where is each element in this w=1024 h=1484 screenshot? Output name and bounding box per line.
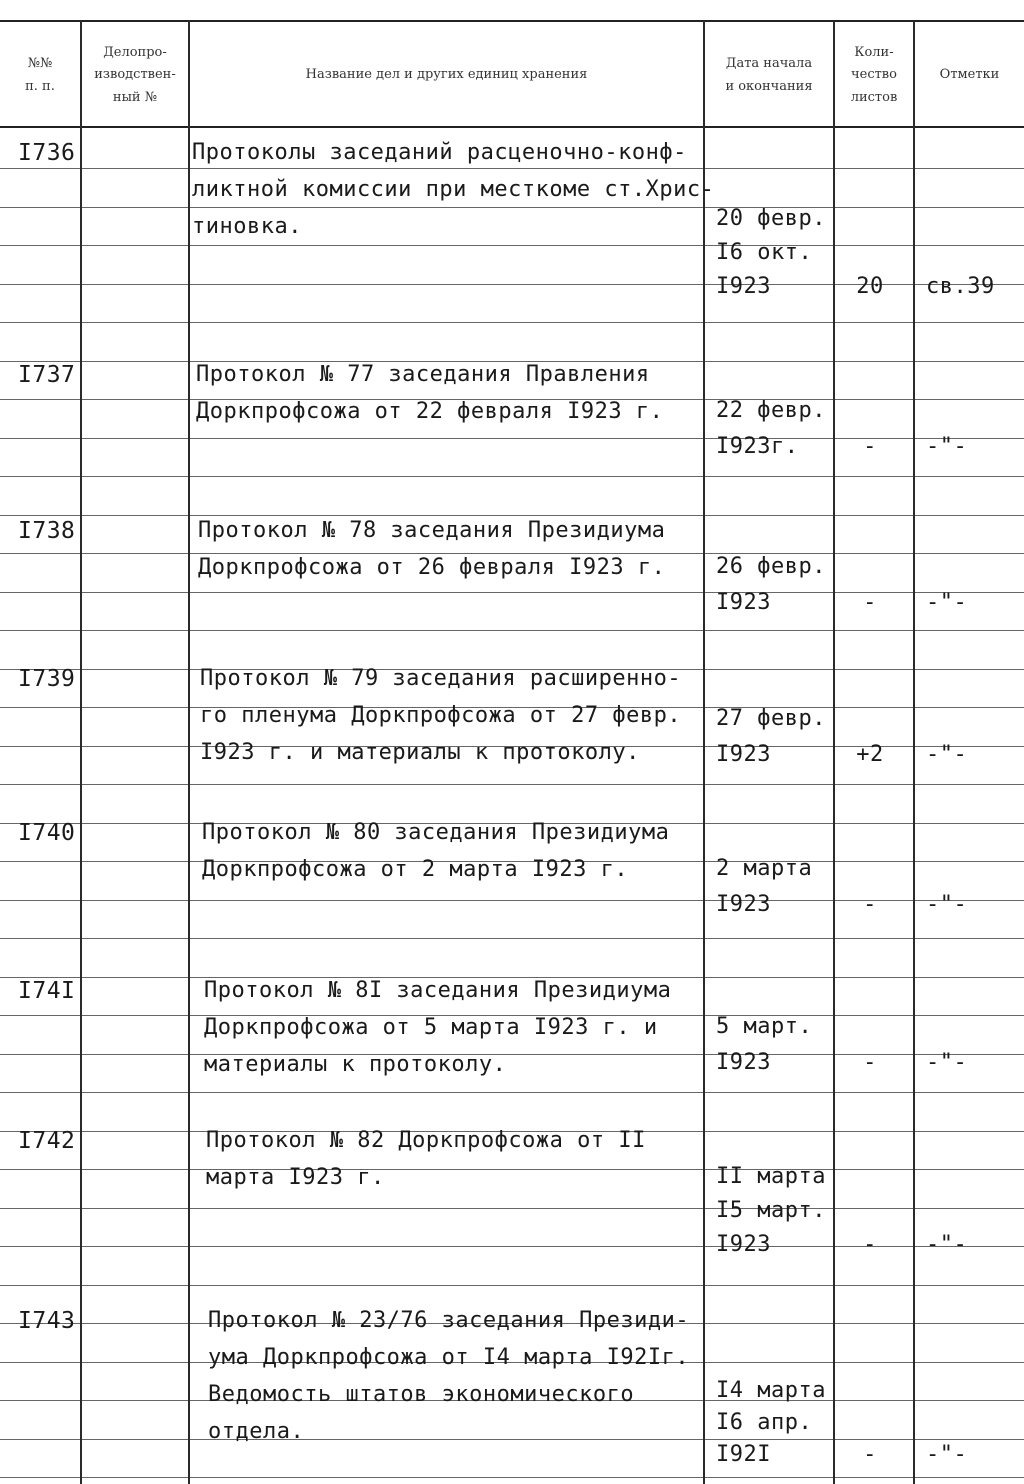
record-title-line: Доркпрофсожа от 5 марта I923 г. и <box>204 1015 658 1040</box>
record-sheet-count: - <box>863 892 877 917</box>
record-title-line: Протокол № 82 Доркпрофсожа от II <box>206 1128 646 1153</box>
record-notes: -"- <box>926 892 968 917</box>
header-office-number-column: Делопро- изводствен- ный № <box>94 45 176 105</box>
record-date-line: I6 апр. <box>716 1410 813 1435</box>
record-title-line: отдела. <box>208 1419 305 1444</box>
record-date-line: 5 март. <box>716 1014 813 1039</box>
record-sheet-count: +2 <box>856 742 884 767</box>
row-ruling <box>0 245 1024 246</box>
header-dates-column: Дата начала и окончания <box>725 56 813 94</box>
header-notes-column: Отметки <box>939 67 1000 83</box>
record-title-line: Протокол № 79 заседания расширенно- <box>200 666 682 691</box>
column-divider <box>913 20 915 1484</box>
record-title-line: Протокол № 80 заседания Президиума <box>202 820 670 845</box>
header-title-column: Название дел и других единиц хранения <box>305 67 588 83</box>
record-notes: -"- <box>926 590 968 615</box>
record-title-line: Доркпрофсожа от 2 марта I923 г. <box>202 857 629 882</box>
column-divider <box>188 20 190 1484</box>
record-title-line: ума Доркпрофсожа от I4 марта I92Iг. <box>208 1345 690 1370</box>
row-ruling <box>0 630 1024 631</box>
record-number: I742 <box>18 1128 76 1154</box>
record-date-line: I923 <box>716 590 771 615</box>
record-title-line: Протоколы заседаний расценочно-конф- <box>192 140 687 165</box>
record-date-line: I92I <box>716 1442 771 1467</box>
record-date-line: 27 февр. <box>716 706 826 731</box>
row-ruling <box>0 168 1024 169</box>
record-title-line: ликтной комиссии при месткоме ст.Хрис- <box>192 177 715 202</box>
row-ruling <box>0 1169 1024 1170</box>
header-bottom-border <box>0 126 1024 128</box>
header-number-column: №№ п. п. <box>25 56 55 94</box>
row-ruling <box>0 322 1024 323</box>
row-ruling <box>0 1285 1024 1286</box>
record-sheet-count: - <box>863 1442 877 1467</box>
record-title-line: Доркпрофсожа от 26 февраля I923 г. <box>198 555 666 580</box>
record-sheet-count: - <box>863 434 877 459</box>
record-notes: -"- <box>926 1232 968 1257</box>
record-title-line: материалы к протоколу. <box>204 1052 507 1077</box>
record-title-line: Протокол № 8I заседания Президиума <box>204 978 672 1003</box>
record-sheet-count: - <box>863 1050 877 1075</box>
record-date-line: I923 <box>716 892 771 917</box>
row-ruling <box>0 1439 1024 1440</box>
row-ruling <box>0 1208 1024 1209</box>
record-date-line: I923 <box>716 742 771 767</box>
record-title-line: тиновка. <box>192 214 302 239</box>
record-date-line: I6 окт. <box>716 240 813 265</box>
record-title-line: марта I923 г. <box>206 1165 385 1190</box>
record-title-line: Доркпрофсожа от 22 февраля I923 г. <box>196 399 664 424</box>
row-ruling <box>0 515 1024 516</box>
column-divider <box>80 20 82 1484</box>
row-ruling <box>0 1477 1024 1478</box>
row-ruling <box>0 476 1024 477</box>
record-date-line: I923 <box>716 1050 771 1075</box>
record-notes: св.39 <box>926 274 995 299</box>
record-number: I74I <box>18 978 76 1004</box>
record-notes: -"- <box>926 742 968 767</box>
record-date-line: 22 февр. <box>716 398 826 423</box>
record-date-line: I4 марта <box>716 1378 826 1403</box>
record-date-line: II марта <box>716 1164 826 1189</box>
column-divider <box>703 20 705 1484</box>
record-date-line: I923 <box>716 274 771 299</box>
row-ruling <box>0 1092 1024 1093</box>
header-sheets-column: Коли- чество листов <box>850 45 898 105</box>
record-title-line: Протокол № 23/76 заседания Президи- <box>208 1308 690 1333</box>
record-number: I740 <box>18 820 76 846</box>
row-ruling <box>0 553 1024 554</box>
record-date-line: 20 февр. <box>716 206 826 231</box>
record-notes: -"- <box>926 1050 968 1075</box>
record-date-line: I923г. <box>716 434 799 459</box>
top-border <box>0 20 1024 22</box>
record-title-line: го пленума Доркпрофсожа от 27 февр. <box>200 703 682 728</box>
record-notes: -"- <box>926 434 968 459</box>
record-date-line: 2 марта <box>716 856 813 881</box>
record-title-line: Ведомость штатов экономического <box>208 1382 635 1407</box>
record-date-line: 26 февр. <box>716 554 826 579</box>
record-date-line: I5 март. <box>716 1198 826 1223</box>
row-ruling <box>0 938 1024 939</box>
record-sheet-count: - <box>863 1232 877 1257</box>
record-number: I743 <box>18 1308 76 1334</box>
record-sheet-count: 20 <box>856 274 884 299</box>
column-divider <box>833 20 835 1484</box>
record-number: I738 <box>18 518 76 544</box>
record-number: I737 <box>18 362 76 388</box>
record-title-line: Протокол № 77 заседания Правления <box>196 362 650 387</box>
record-date-line: I923 <box>716 1232 771 1257</box>
record-title-line: Протокол № 78 заседания Президиума <box>198 518 666 543</box>
record-number: I736 <box>18 140 76 166</box>
row-ruling <box>0 784 1024 785</box>
record-title-line: I923 г. и материалы к протоколу. <box>200 740 640 765</box>
record-notes: -"- <box>926 1442 968 1467</box>
record-sheet-count: - <box>863 590 877 615</box>
row-ruling <box>0 207 1024 208</box>
record-number: I739 <box>18 666 76 692</box>
